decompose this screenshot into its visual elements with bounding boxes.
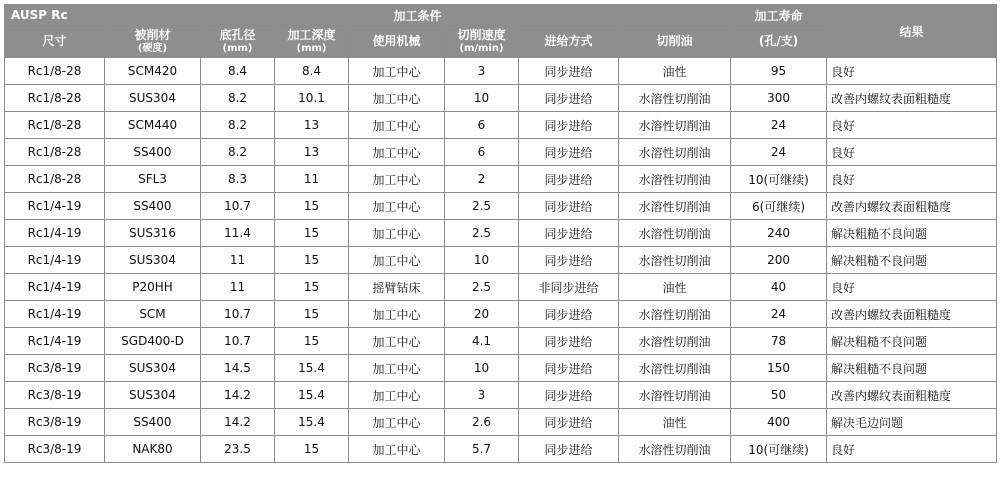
speed-header-label: 切削速度 — [457, 27, 506, 42]
conditions-group-header: 加工条件 — [105, 5, 731, 26]
hole-dia-cell: 23.5 — [201, 436, 275, 463]
size-header: 尺寸 — [5, 26, 105, 58]
oil-cell: 水溶性切削油 — [619, 166, 731, 193]
speed-cell: 2.5 — [445, 220, 519, 247]
table-row — [5, 220, 997, 247]
table-row — [5, 139, 997, 166]
result-cell: 良好 — [827, 58, 997, 85]
table-row — [5, 409, 997, 436]
result-cell: 解决粗糙不良问题 — [827, 355, 997, 382]
material-cell: SFL3 — [105, 166, 201, 193]
speed-header — [445, 26, 519, 58]
material-cell: SCM420 — [105, 58, 201, 85]
speed-cell: 10 — [445, 355, 519, 382]
life-cell: 240 — [731, 220, 827, 247]
hole-dia-header-label: 底孔径 — [219, 27, 256, 42]
feed-cell: 同步进给 — [519, 139, 619, 166]
table-row — [5, 85, 997, 112]
result-cell: 良好 — [827, 436, 997, 463]
size-cell: Rc1/4-19 — [5, 193, 105, 220]
machine-cell: 加工中心 — [349, 436, 445, 463]
life-cell: 10(可继续) — [731, 166, 827, 193]
material-cell: SUS304 — [105, 382, 201, 409]
depth-cell: 15.4 — [275, 409, 349, 436]
machine-cell: 加工中心 — [349, 301, 445, 328]
life-cell: 6(可继续) — [731, 193, 827, 220]
table-body — [5, 58, 997, 463]
speed-cell: 6 — [445, 112, 519, 139]
result-cell: 良好 — [827, 112, 997, 139]
size-cell: Rc1/4-19 — [5, 328, 105, 355]
depth-cell: 15 — [275, 274, 349, 301]
machining-results-table — [4, 4, 997, 463]
machine-cell: 加工中心 — [349, 355, 445, 382]
speed-cell: 10 — [445, 247, 519, 274]
machine-cell: 加工中心 — [349, 85, 445, 112]
material-header-sub: (硬度) — [137, 42, 168, 54]
life-cell: 50 — [731, 382, 827, 409]
material-cell: P20HH — [105, 274, 201, 301]
feed-cell: 同步进给 — [519, 112, 619, 139]
hole-dia-cell: 14.2 — [201, 409, 275, 436]
depth-cell: 15.4 — [275, 355, 349, 382]
hole-dia-cell: 14.2 — [201, 382, 275, 409]
machine-cell: 加工中心 — [349, 382, 445, 409]
hole-dia-cell: 8.2 — [201, 139, 275, 166]
result-cell: 良好 — [827, 139, 997, 166]
depth-cell: 15 — [275, 247, 349, 274]
speed-header-unit: (m/min) — [459, 42, 504, 54]
speed-cell: 2.5 — [445, 193, 519, 220]
feed-cell: 同步进给 — [519, 220, 619, 247]
machine-cell: 加工中心 — [349, 139, 445, 166]
machine-cell: 加工中心 — [349, 220, 445, 247]
oil-cell: 水溶性切削油 — [619, 247, 731, 274]
table-row — [5, 112, 997, 139]
result-cell: 改善内螺纹表面粗糙度 — [827, 193, 997, 220]
oil-cell: 水溶性切削油 — [619, 328, 731, 355]
hole-dia-cell: 10.7 — [201, 193, 275, 220]
feed-cell: 同步进给 — [519, 85, 619, 112]
size-cell: Rc3/8-19 — [5, 409, 105, 436]
depth-cell: 15.4 — [275, 382, 349, 409]
speed-cell: 3 — [445, 58, 519, 85]
material-cell: SGD400-D — [105, 328, 201, 355]
life-cell: 95 — [731, 58, 827, 85]
size-cell: Rc3/8-19 — [5, 436, 105, 463]
size-cell: Rc1/8-28 — [5, 112, 105, 139]
result-cell: 改善内螺纹表面粗糙度 — [827, 382, 997, 409]
material-cell: NAK80 — [105, 436, 201, 463]
hole-dia-cell: 11 — [201, 274, 275, 301]
oil-cell: 水溶性切削油 — [619, 139, 731, 166]
speed-cell: 3 — [445, 382, 519, 409]
feed-cell: 同步进给 — [519, 166, 619, 193]
feed-cell: 同步进给 — [519, 382, 619, 409]
oil-cell: 水溶性切削油 — [619, 220, 731, 247]
feed-cell: 同步进给 — [519, 328, 619, 355]
hole-dia-cell: 8.2 — [201, 85, 275, 112]
feed-cell: 同步进给 — [519, 355, 619, 382]
feed-header: 进给方式 — [519, 26, 619, 58]
depth-cell: 15 — [275, 193, 349, 220]
size-cell: Rc1/8-28 — [5, 139, 105, 166]
machine-cell: 加工中心 — [349, 328, 445, 355]
result-header: 结果 — [827, 5, 997, 58]
size-cell: Rc1/4-19 — [5, 301, 105, 328]
table-row — [5, 436, 997, 463]
life-cell: 40 — [731, 274, 827, 301]
table-row — [5, 355, 997, 382]
life-cell: 400 — [731, 409, 827, 436]
feed-cell: 同步进给 — [519, 409, 619, 436]
oil-cell: 油性 — [619, 274, 731, 301]
speed-cell: 2.6 — [445, 409, 519, 436]
machine-cell: 摇臂钻床 — [349, 274, 445, 301]
feed-cell: 同步进给 — [519, 247, 619, 274]
material-cell: SUS304 — [105, 85, 201, 112]
depth-cell: 15 — [275, 328, 349, 355]
result-cell: 良好 — [827, 274, 997, 301]
hole-dia-cell: 8.2 — [201, 112, 275, 139]
hole-dia-header-unit: (mm) — [222, 42, 253, 54]
speed-cell: 20 — [445, 301, 519, 328]
life-cell: 24 — [731, 301, 827, 328]
speed-cell: 2.5 — [445, 274, 519, 301]
oil-cell: 水溶性切削油 — [619, 112, 731, 139]
machine-cell: 加工中心 — [349, 247, 445, 274]
material-cell: SS400 — [105, 139, 201, 166]
result-cell: 解决粗糙不良问题 — [827, 247, 997, 274]
table-row — [5, 193, 997, 220]
material-cell: SUS304 — [105, 355, 201, 382]
speed-cell: 10 — [445, 85, 519, 112]
life-cell: 200 — [731, 247, 827, 274]
material-header — [105, 26, 201, 58]
oil-cell: 水溶性切削油 — [619, 382, 731, 409]
hole-dia-cell: 10.7 — [201, 301, 275, 328]
oil-header: 切削油 — [619, 26, 731, 58]
life-cell: 300 — [731, 85, 827, 112]
depth-cell: 15 — [275, 220, 349, 247]
oil-cell: 油性 — [619, 409, 731, 436]
life-group-header: 加工寿命 — [731, 5, 827, 26]
machine-header: 使用机械 — [349, 26, 445, 58]
material-cell: SCM440 — [105, 112, 201, 139]
size-cell: Rc3/8-19 — [5, 355, 105, 382]
depth-header — [275, 26, 349, 58]
oil-cell: 水溶性切削油 — [619, 85, 731, 112]
table-row — [5, 328, 997, 355]
feed-cell: 非同步进给 — [519, 274, 619, 301]
material-cell: SUS316 — [105, 220, 201, 247]
speed-cell: 2 — [445, 166, 519, 193]
depth-cell: 8.4 — [275, 58, 349, 85]
oil-cell: 水溶性切削油 — [619, 193, 731, 220]
feed-cell: 同步进给 — [519, 58, 619, 85]
depth-cell: 13 — [275, 139, 349, 166]
life-cell: 150 — [731, 355, 827, 382]
result-cell: 解决毛边问题 — [827, 409, 997, 436]
table-row — [5, 301, 997, 328]
table-row — [5, 382, 997, 409]
hole-dia-cell: 14.5 — [201, 355, 275, 382]
material-cell: SCM — [105, 301, 201, 328]
life-cell: 78 — [731, 328, 827, 355]
result-cell: 改善内螺纹表面粗糙度 — [827, 85, 997, 112]
size-cell: Rc1/4-19 — [5, 220, 105, 247]
size-cell: Rc3/8-19 — [5, 382, 105, 409]
depth-cell: 15 — [275, 436, 349, 463]
size-cell: Rc1/8-28 — [5, 85, 105, 112]
life-cell: 24 — [731, 112, 827, 139]
life-cell: 24 — [731, 139, 827, 166]
machine-cell: 加工中心 — [349, 58, 445, 85]
speed-cell: 6 — [445, 139, 519, 166]
size-cell: Rc1/4-19 — [5, 274, 105, 301]
result-cell: 改善内螺纹表面粗糙度 — [827, 301, 997, 328]
depth-header-unit: (mm) — [296, 42, 327, 54]
oil-cell: 水溶性切削油 — [619, 355, 731, 382]
feed-cell: 同步进给 — [519, 436, 619, 463]
depth-cell: 15 — [275, 301, 349, 328]
hole-dia-cell: 8.3 — [201, 166, 275, 193]
hole-dia-header — [201, 26, 275, 58]
depth-cell: 10.1 — [275, 85, 349, 112]
hole-dia-cell: 11.4 — [201, 220, 275, 247]
speed-cell: 5.7 — [445, 436, 519, 463]
feed-cell: 同步进给 — [519, 301, 619, 328]
brand-header: AUSP Rc — [5, 5, 105, 26]
life-cell: 10(可继续) — [731, 436, 827, 463]
result-cell: 解决粗糙不良问题 — [827, 220, 997, 247]
machine-cell: 加工中心 — [349, 112, 445, 139]
hole-dia-cell: 11 — [201, 247, 275, 274]
life-unit-header: (孔/支) — [731, 26, 827, 58]
depth-cell: 13 — [275, 112, 349, 139]
size-cell: Rc1/8-28 — [5, 58, 105, 85]
table-row — [5, 247, 997, 274]
speed-cell: 4.1 — [445, 328, 519, 355]
table-row — [5, 274, 997, 301]
hole-dia-cell: 8.4 — [201, 58, 275, 85]
oil-cell: 水溶性切削油 — [619, 301, 731, 328]
material-header-label: 被削材 — [134, 27, 171, 42]
result-cell: 解决粗糙不良问题 — [827, 328, 997, 355]
depth-header-label: 加工深度 — [287, 27, 336, 42]
machine-cell: 加工中心 — [349, 193, 445, 220]
material-cell: SS400 — [105, 193, 201, 220]
machine-cell: 加工中心 — [349, 409, 445, 436]
size-cell: Rc1/8-28 — [5, 166, 105, 193]
depth-cell: 11 — [275, 166, 349, 193]
table-row — [5, 166, 997, 193]
hole-dia-cell: 10.7 — [201, 328, 275, 355]
machine-cell: 加工中心 — [349, 166, 445, 193]
material-cell: SS400 — [105, 409, 201, 436]
material-cell: SUS304 — [105, 247, 201, 274]
feed-cell: 同步进给 — [519, 193, 619, 220]
size-cell: Rc1/4-19 — [5, 247, 105, 274]
table-row — [5, 58, 997, 85]
result-cell: 良好 — [827, 166, 997, 193]
oil-cell: 油性 — [619, 58, 731, 85]
oil-cell: 水溶性切削油 — [619, 436, 731, 463]
